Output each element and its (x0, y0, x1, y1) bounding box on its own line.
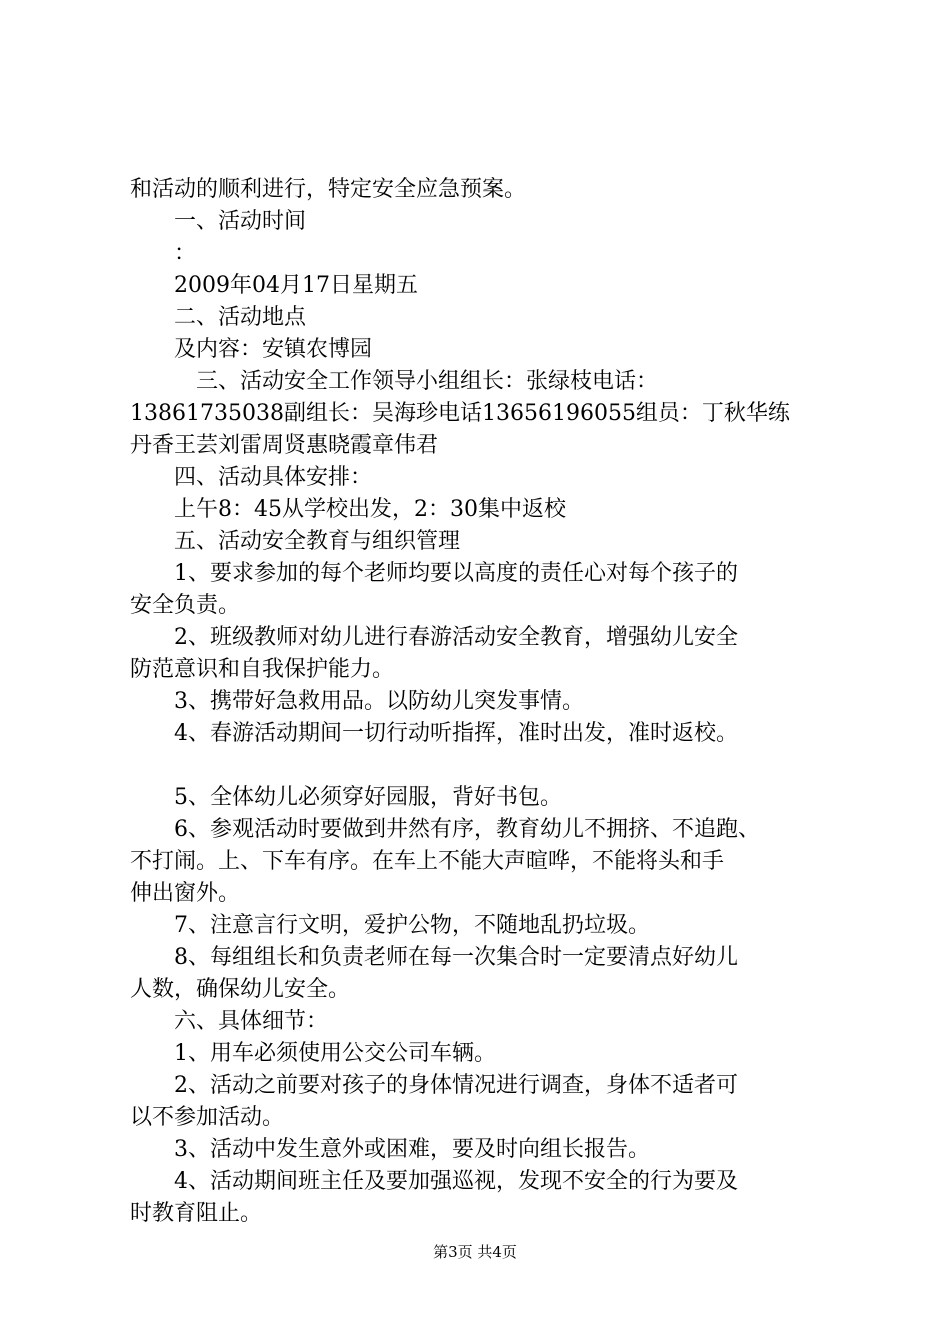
text-line: 丹香王芸刘雷周贤惠晓霞章伟君 (130, 433, 439, 458)
document-body (130, 174, 832, 1230)
section-heading-details: 六、具体细节： (174, 1009, 329, 1034)
activity-location: 及内容：安镇农博园 (174, 337, 373, 362)
list-item: 6、参观活动时要做到井然有序，教育幼儿不拥挤、不追跑、 (174, 817, 760, 842)
text-line: 人数，确保幼儿安全。 (130, 977, 351, 1002)
section-heading-location: 二、活动地点 (174, 305, 307, 330)
list-item: 8、每组组长和负责老师在每一次集合时一定要清点好幼儿 (174, 945, 738, 970)
activity-date: 2009年04月17日星期五 (174, 273, 418, 298)
text-line: 安全负责。 (130, 593, 241, 618)
list-item: 5、全体幼儿必须穿好园服，背好书包。 (174, 785, 562, 810)
text-line: 不打闹。上、下车有序。在车上不能大声暄哗，不能将头和手 (130, 849, 725, 874)
section-heading-schedule: 四、活动具体安排： (174, 465, 373, 490)
list-item: 3、携带好急救用品。以防幼儿突发事情。 (174, 689, 584, 714)
list-item: 3、活动中发生意外或困难，要及时向组长报告。 (174, 1137, 650, 1162)
list-item: 1、用车必须使用公交公司车辆。 (174, 1041, 496, 1066)
text-line: 时教育阻止。 (130, 1201, 263, 1226)
text-line: ： (174, 241, 197, 266)
list-item: 1、要求参加的每个老师均要以高度的责任心对每个孩子的 (174, 561, 738, 586)
section-heading-safety: 五、活动安全教育与组织管理 (174, 529, 461, 554)
list-item: 7、注意言行文明，爱护公物，不随地乱扔垃圾。 (174, 913, 650, 938)
text-line: 以不参加活动。 (130, 1105, 285, 1130)
list-item: 2、班级教师对幼儿进行春游活动安全教育，增强幼儿安全 (174, 625, 738, 650)
section-heading-leadership: 三、活动安全工作领导小组组长：张绿枝电话： (196, 369, 659, 394)
list-item: 4、春游活动期间一切行动听指挥，准时出发，准时返校。 (174, 721, 738, 746)
blank-line (130, 750, 832, 782)
schedule-detail: 上午8：45从学校出发，2：30集中返校 (174, 497, 566, 522)
text-line: 13861735038副组长：吴海珍电话13656196055组员：丁秋华练 (130, 401, 790, 426)
list-item: 4、活动期间班主任及要加强巡视，发现不安全的行为要及 (174, 1169, 738, 1194)
text-line: 防范意识和自我保护能力。 (130, 657, 395, 682)
text-line: 伸出窗外。 (130, 881, 241, 906)
text-line: 和活动的顺利进行，特定安全应急预案。 (130, 177, 527, 202)
section-heading-time: 一、活动时间 (174, 209, 307, 234)
page-number: 第3页 共4页 (433, 1243, 517, 1261)
list-item: 2、活动之前要对孩子的身体情况进行调查，身体不适者可 (174, 1073, 738, 1098)
